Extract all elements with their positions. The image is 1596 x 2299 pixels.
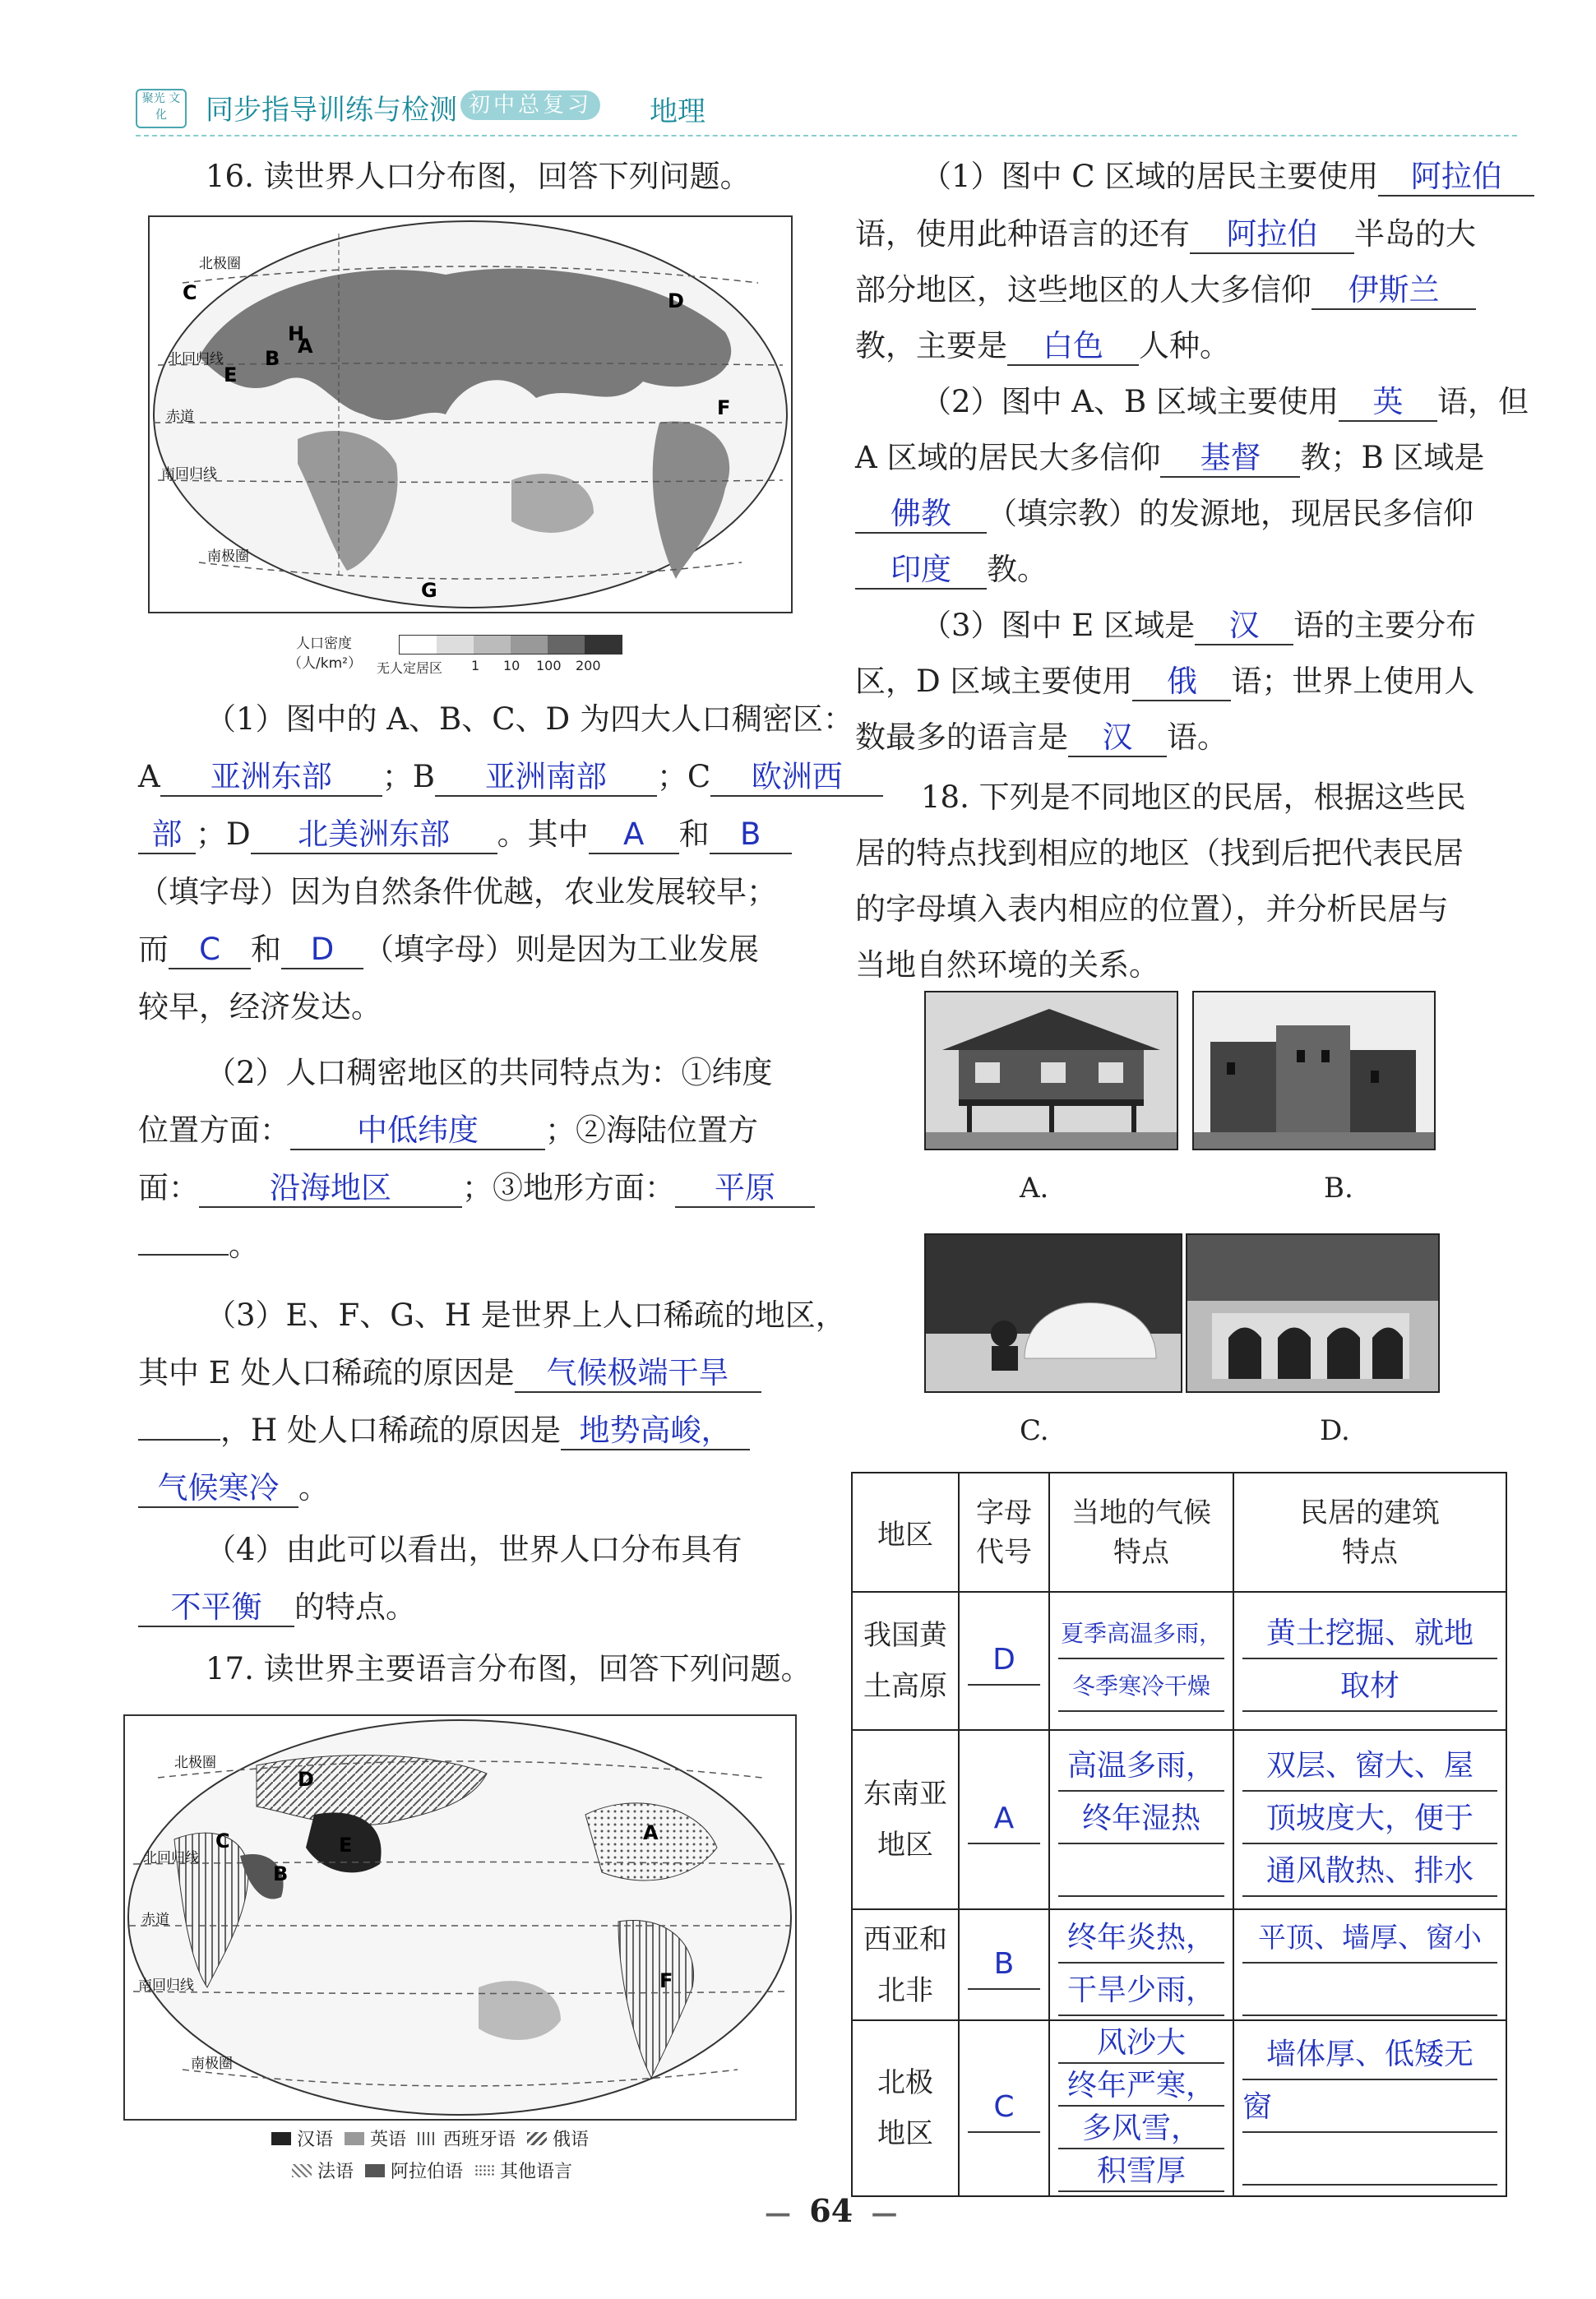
map1-letter-f: F bbox=[717, 396, 731, 419]
blank-arabic: 阿拉伯 bbox=[1378, 159, 1534, 197]
q17-p1-line1 bbox=[921, 148, 1534, 206]
row1-building bbox=[1233, 1730, 1506, 1909]
text-q18-rows-2-climate-1: 干旱少雨， bbox=[1058, 1967, 1224, 2016]
table-row bbox=[852, 1592, 1506, 1730]
text-q16-p1_A: A bbox=[138, 759, 160, 794]
text-q16-p2_pos: 位置方面： bbox=[138, 1112, 290, 1148]
blank-e-reason: 气候极端干旱 bbox=[515, 1355, 761, 1393]
subject-title: 地理 bbox=[650, 95, 705, 128]
row3-region bbox=[852, 2020, 959, 2196]
caption-b: B. bbox=[1324, 1172, 1353, 1205]
text-q17-legend-4: 法语 bbox=[317, 2162, 354, 2182]
row2-climate bbox=[1049, 1909, 1233, 2020]
map2-letter-a: A bbox=[643, 1821, 659, 1844]
legend-title: 人口密度 bbox=[296, 636, 352, 652]
map1-label-equator: 赤道 bbox=[166, 409, 194, 425]
text-q17-p1_d: 部分地区，这些地区的人大多信仰 bbox=[855, 272, 1311, 308]
language-map-svg bbox=[125, 1716, 795, 2119]
text-q17-legend-1: 英语 bbox=[370, 2130, 407, 2150]
q17-p1-line3 bbox=[855, 261, 1476, 319]
text-q18-rows-2-building-1 bbox=[1242, 1967, 1497, 2016]
photo-d-cave-dwelling bbox=[1186, 1233, 1440, 1393]
blank-c2: 部 bbox=[138, 816, 196, 854]
photo-b-flat-roof bbox=[1192, 991, 1436, 1150]
map1-letter-d: D bbox=[668, 289, 684, 312]
photo-a-stilt-house bbox=[924, 991, 1178, 1150]
blank-chinese: 汉 bbox=[1195, 608, 1293, 645]
blank-y2: D bbox=[281, 932, 363, 969]
q16-p2-line1: （2）人口稠密地区的共同特点为：①纬度 bbox=[206, 1055, 773, 1090]
legend-item-4: 200 bbox=[576, 658, 601, 673]
map1-label-tropic-n: 北回归线 bbox=[168, 351, 224, 368]
map1-letter-h: H bbox=[288, 322, 305, 345]
row3-letter bbox=[959, 2020, 1049, 2196]
blank-c: 欧洲西 bbox=[710, 759, 883, 797]
blank-latitude: 中低纬度 bbox=[290, 1112, 545, 1150]
text-q16-p1_and: 和 bbox=[678, 816, 710, 852]
text-q18-rows-1-building-2: 通风散热、排水 bbox=[1242, 1848, 1497, 1897]
map1-letter-a: A bbox=[298, 335, 313, 358]
text-q17-p2_a: （2）图中 A、B 区域主要使用 bbox=[921, 384, 1339, 419]
text-q18-rows-1-region: 东南亚地区 bbox=[863, 1778, 947, 1862]
q17-p1-line2 bbox=[855, 206, 1476, 263]
text-q18-rows-2-building-0: 平顶、墙厚、窗小 bbox=[1242, 1914, 1497, 1964]
q18-line1: 18. 下列是不同地区的民居，根据这些民 bbox=[921, 779, 1466, 815]
text-q17-p1_e: 教，主要是 bbox=[855, 328, 1007, 363]
map1-letter-b: B bbox=[265, 347, 280, 370]
map1-letter-e: E bbox=[224, 363, 238, 386]
blank-peninsula: 阿拉伯 bbox=[1190, 216, 1354, 254]
text-q18-rows-0-climate-1: 冬季寒冷干燥 bbox=[1058, 1663, 1224, 1712]
lang-legend-row2 bbox=[292, 2158, 572, 2183]
text-q16-p2_mid: ；②海陆位置方 bbox=[545, 1112, 758, 1148]
blank-x2: B bbox=[710, 816, 792, 854]
map1-label-tropic-s: 南回归线 bbox=[161, 466, 217, 483]
text-page_number: 64 bbox=[809, 2192, 854, 2229]
q16-p3-line4 bbox=[138, 1459, 329, 1517]
map1-letter-g: G bbox=[421, 579, 437, 602]
text-q18-rows-1-climate-0: 高温多雨， bbox=[1058, 1742, 1224, 1792]
q16-p3-line2 bbox=[138, 1344, 761, 1402]
text-q17-p2_c: A 区域的居民大多信仰 bbox=[855, 440, 1161, 475]
q16-p1-line6: 较早，经济发达。 bbox=[138, 989, 382, 1025]
row2-building bbox=[1233, 1909, 1506, 2020]
q17-p3-line3 bbox=[855, 709, 1228, 766]
caption-d: D. bbox=[1320, 1414, 1350, 1447]
th-region: 地区 bbox=[852, 1473, 959, 1592]
map2-label-equator: 赤道 bbox=[141, 1912, 169, 1928]
q16-stem: 16. 读世界人口分布图，回答下列问题。 bbox=[206, 159, 751, 194]
th-letter bbox=[959, 1473, 1049, 1592]
blank-e-cont bbox=[138, 1439, 220, 1441]
legend-item-2: 10 bbox=[503, 658, 520, 673]
text-q18-rows-0-building-0: 黄土挖掘、就地 bbox=[1242, 1610, 1497, 1659]
q18-line3: 的字母填入表内相应的位置），并分析民居与 bbox=[855, 891, 1449, 927]
th-building bbox=[1233, 1473, 1506, 1592]
text-q18-rows-3-building-1: 窗 bbox=[1242, 2084, 1497, 2133]
row0-letter bbox=[959, 1592, 1049, 1730]
caption-c: C. bbox=[1020, 1414, 1049, 1447]
blank-russian: 俄 bbox=[1132, 664, 1231, 701]
map2-label-tropic-s: 南回归线 bbox=[138, 1978, 194, 1994]
th-climate bbox=[1049, 1473, 1233, 1592]
language-map bbox=[123, 1714, 797, 2121]
map2-label-tropic-n: 北回归线 bbox=[143, 1850, 199, 1866]
text-q17-p2_b: 语，但 bbox=[1436, 384, 1529, 419]
text-q17-legend-6: 其他语言 bbox=[500, 2162, 573, 2182]
blank-white: 白色 bbox=[1007, 328, 1139, 366]
text-q16-p2_face: 面： bbox=[138, 1170, 199, 1205]
q16-p4-line2 bbox=[138, 1579, 416, 1636]
map1-label-arctic: 北极圈 bbox=[199, 256, 241, 272]
text-q18-table_headers-3: 民居的建筑特点 bbox=[1300, 1496, 1440, 1569]
text-q17-p1_b: 语，使用此种语言的还有 bbox=[855, 216, 1190, 252]
row1-letter bbox=[959, 1730, 1049, 1909]
text-q18-rows-2-climate-0: 终年炎热， bbox=[1058, 1914, 1224, 1964]
blank-christian: 基督 bbox=[1160, 440, 1300, 478]
map1-label-antarctic: 南极圈 bbox=[207, 548, 249, 565]
blank-plain: 平原 bbox=[675, 1170, 815, 1208]
q16-p2-line3 bbox=[138, 1159, 815, 1217]
text-q17-legend-3: 俄语 bbox=[553, 2130, 590, 2150]
legend-bar bbox=[399, 635, 622, 655]
text-q17-p3_d: 语；世界上使用人 bbox=[1231, 664, 1475, 699]
text-q16-p3_line3: ，H 处人口稀疏的原因是 bbox=[220, 1413, 562, 1448]
text-q17-p1_f: 人种。 bbox=[1139, 328, 1230, 363]
blank-islam: 伊斯兰 bbox=[1311, 272, 1476, 310]
map2-letter-e: E bbox=[339, 1834, 353, 1857]
legend-unit: （人/km²） bbox=[288, 655, 362, 672]
q17-p2-line3 bbox=[855, 485, 1473, 543]
population-map-svg bbox=[150, 217, 791, 612]
text-q16-p1_mid: 。其中 bbox=[497, 816, 589, 852]
blank-a: 亚洲东部 bbox=[160, 759, 382, 797]
row3-climate bbox=[1049, 2020, 1233, 2196]
blank-most-spoken: 汉 bbox=[1068, 719, 1167, 757]
blank-x1: A bbox=[589, 816, 679, 854]
blank-coastal: 沿海地区 bbox=[199, 1170, 462, 1208]
q16-p1-line3 bbox=[138, 806, 792, 863]
text-q18-rows-2-region: 西亚和北非 bbox=[863, 1922, 947, 2007]
q18-line4: 当地自然环境的关系。 bbox=[855, 947, 1159, 983]
text-q17-p1_a: （1）图中 C 区域的居民主要使用 bbox=[921, 159, 1379, 194]
blank-h-cont: 气候寒冷 bbox=[138, 1470, 298, 1508]
table-row bbox=[852, 1730, 1506, 1909]
row2-region bbox=[852, 1909, 959, 2020]
q17-p2-line1 bbox=[921, 373, 1529, 431]
population-map bbox=[148, 215, 793, 613]
legend-item-1: 1 bbox=[471, 658, 480, 673]
caption-a: A. bbox=[1020, 1172, 1049, 1205]
text-q17-p3_b: 语的主要分布 bbox=[1293, 608, 1477, 643]
text-q16-p1_D: ；D bbox=[196, 816, 251, 852]
map2-label-antarctic: 南极圈 bbox=[191, 2056, 233, 2072]
text-q16-p3_end: 。 bbox=[298, 1470, 329, 1506]
text-q18-rows-3-building-2 bbox=[1242, 2136, 1497, 2186]
table-row bbox=[852, 2020, 1506, 2196]
dwelling-table bbox=[851, 1472, 1507, 2197]
text-q16-p2_mid2: ；③地形方面： bbox=[462, 1170, 675, 1205]
text-q16-p1_but: 而 bbox=[138, 932, 169, 967]
text-q16-p2_end: 。 bbox=[229, 1228, 259, 1263]
text-q17-p3_e: 数最多的语言是 bbox=[855, 719, 1068, 755]
map2-letter-b: B bbox=[273, 1862, 289, 1885]
text-q18-rows-0-letter: D bbox=[968, 1636, 1040, 1686]
q16-p1-line5 bbox=[138, 921, 759, 978]
q16-p1-line4: （填字母）因为自然条件优越，农业发展较早； bbox=[138, 874, 777, 909]
text-q17-p3_c: 区，D 区域主要使用 bbox=[855, 664, 1133, 699]
q17-p1-line4 bbox=[855, 317, 1230, 375]
q16-p1-line2 bbox=[138, 748, 883, 806]
blank-h-reason: 地势高峻， bbox=[561, 1413, 750, 1450]
header-divider bbox=[136, 135, 1517, 136]
text-q18-rows-0-climate-0: 夏季高温多雨， bbox=[1058, 1610, 1224, 1659]
row2-letter bbox=[959, 1909, 1049, 2020]
map2-letter-c: C bbox=[215, 1829, 230, 1853]
text-q16-p4_end: 的特点。 bbox=[294, 1589, 416, 1625]
blank-english: 英 bbox=[1339, 384, 1437, 422]
text-q18-rows-3-climate-2: 多风雪， bbox=[1058, 2110, 1224, 2149]
blank-buddhism: 佛教 bbox=[855, 496, 987, 534]
text-q17-p2_e: （填宗教）的发源地，现居民多信仰 bbox=[987, 496, 1473, 531]
text-q17-legend-5: 阿拉伯语 bbox=[391, 2162, 464, 2182]
text-q16-p3_line2: 其中 E 处人口稀疏的原因是 bbox=[138, 1355, 515, 1390]
edition-pill: 初中总复习 bbox=[460, 90, 600, 120]
text-q16-p1_and2: 和 bbox=[251, 932, 281, 967]
text-q18-rows-1-climate-1: 终年湿热 bbox=[1058, 1795, 1224, 1844]
legend-item-0: 无人定居区 bbox=[377, 660, 443, 676]
text-q16-p1_B: ；B bbox=[382, 759, 435, 794]
blank-uneven: 不平衡 bbox=[138, 1589, 294, 1627]
text-q18-rows-3-building-0: 墙体厚、低矮无 bbox=[1242, 2031, 1497, 2080]
brand-badge: 聚光 文化 bbox=[136, 89, 187, 128]
text-q17-p1_c: 半岛的大 bbox=[1354, 216, 1476, 252]
text-q18-rows-3-climate-0: 风沙大 bbox=[1058, 2024, 1224, 2064]
text-q18-table_headers-2: 当地的气候特点 bbox=[1071, 1496, 1211, 1569]
blank-b: 亚洲南部 bbox=[435, 759, 657, 797]
blank-hindu: 印度 bbox=[855, 552, 987, 590]
text-q17-legend-0: 汉语 bbox=[297, 2130, 334, 2150]
map2-label-arctic: 北极圈 bbox=[174, 1755, 216, 1771]
page-number: — 64 — bbox=[765, 2192, 898, 2229]
text-q18-rows-1-building-1: 顶坡度大，便于 bbox=[1242, 1795, 1497, 1844]
text-q18-rows-2-letter: B bbox=[968, 1941, 1040, 1990]
q17-p3-line1 bbox=[921, 597, 1476, 655]
text-q17-p3_a: （3）图中 E 区域是 bbox=[921, 608, 1196, 643]
q17-stem: 17. 读世界主要语言分布图，回答下列问题。 bbox=[206, 1651, 812, 1686]
text-q17-legend-2: 西班牙语 bbox=[443, 2130, 516, 2150]
text-q18-rows-1-letter: A bbox=[968, 1795, 1040, 1844]
text-q16-p1_C: ；C bbox=[656, 759, 711, 794]
q16-p2-line2 bbox=[138, 1102, 758, 1159]
q16-p2-line4 bbox=[138, 1217, 259, 1274]
text-q18-rows-0-region: 我国黄土高原 bbox=[863, 1619, 947, 1703]
row0-building bbox=[1233, 1592, 1506, 1730]
text-q18-table_headers-1: 字母代号 bbox=[976, 1496, 1032, 1569]
row0-climate bbox=[1049, 1592, 1233, 1730]
text-q18-rows-1-climate-2 bbox=[1058, 1848, 1224, 1897]
q17-p3-line2 bbox=[855, 653, 1474, 710]
q16-p4-line1: （4）由此可以看出，世界人口分布具有 bbox=[206, 1532, 742, 1567]
text-q18-rows-1-building-0: 双层、窗大、屋 bbox=[1242, 1742, 1497, 1792]
blank-y1: C bbox=[169, 932, 251, 969]
text-q16-p1_line5tail: （填字母）则是因为工业发展 bbox=[363, 932, 759, 967]
row0-region bbox=[852, 1592, 959, 1730]
q17-p2-line2 bbox=[855, 429, 1484, 487]
lang-legend-row1 bbox=[271, 2126, 589, 2151]
q16-p3-line3 bbox=[138, 1402, 750, 1459]
row1-region bbox=[852, 1730, 959, 1909]
map2-letter-f: F bbox=[659, 1969, 673, 1992]
table-row bbox=[852, 1909, 1506, 2020]
q17-p2-line4 bbox=[855, 541, 1048, 599]
text-q18-rows-3-letter: C bbox=[968, 2084, 1040, 2133]
map1-letter-c: C bbox=[183, 281, 197, 304]
text-q18-rows-3-climate-1: 终年严寒， bbox=[1058, 2067, 1224, 2107]
photo-c-igloo bbox=[924, 1233, 1182, 1393]
text-q17-p3_f: 语。 bbox=[1167, 719, 1228, 755]
text-q17-p2_f: 教。 bbox=[987, 552, 1048, 587]
text-q18-rows-3-region: 北极地区 bbox=[877, 2066, 933, 2150]
series-title: 同步指导训练与检测 bbox=[206, 94, 457, 127]
q16-p1-line1: （1）图中的 A、B、C、D 为四大人口稠密区： bbox=[206, 701, 854, 737]
row3-building bbox=[1233, 2020, 1506, 2196]
blank-d: 北美洲东部 bbox=[251, 816, 497, 854]
text-q18-rows-0-building-1: 取材 bbox=[1242, 1663, 1497, 1712]
map2-letter-d: D bbox=[298, 1768, 314, 1791]
text-q18-rows-3-climate-3: 积雪厚 bbox=[1058, 2153, 1224, 2192]
row1-climate bbox=[1049, 1730, 1233, 1909]
q18-line2: 居的特点找到相应的地区（找到后把代表民居 bbox=[855, 835, 1464, 871]
blank-plain-cont bbox=[138, 1254, 229, 1256]
q16-p3-line1: （3）E、F、G、H 是世界上人口稀疏的地区， bbox=[206, 1298, 846, 1333]
text-q17-p2_d: 教；B 区域是 bbox=[1300, 440, 1485, 475]
legend-item-3: 100 bbox=[536, 658, 562, 673]
